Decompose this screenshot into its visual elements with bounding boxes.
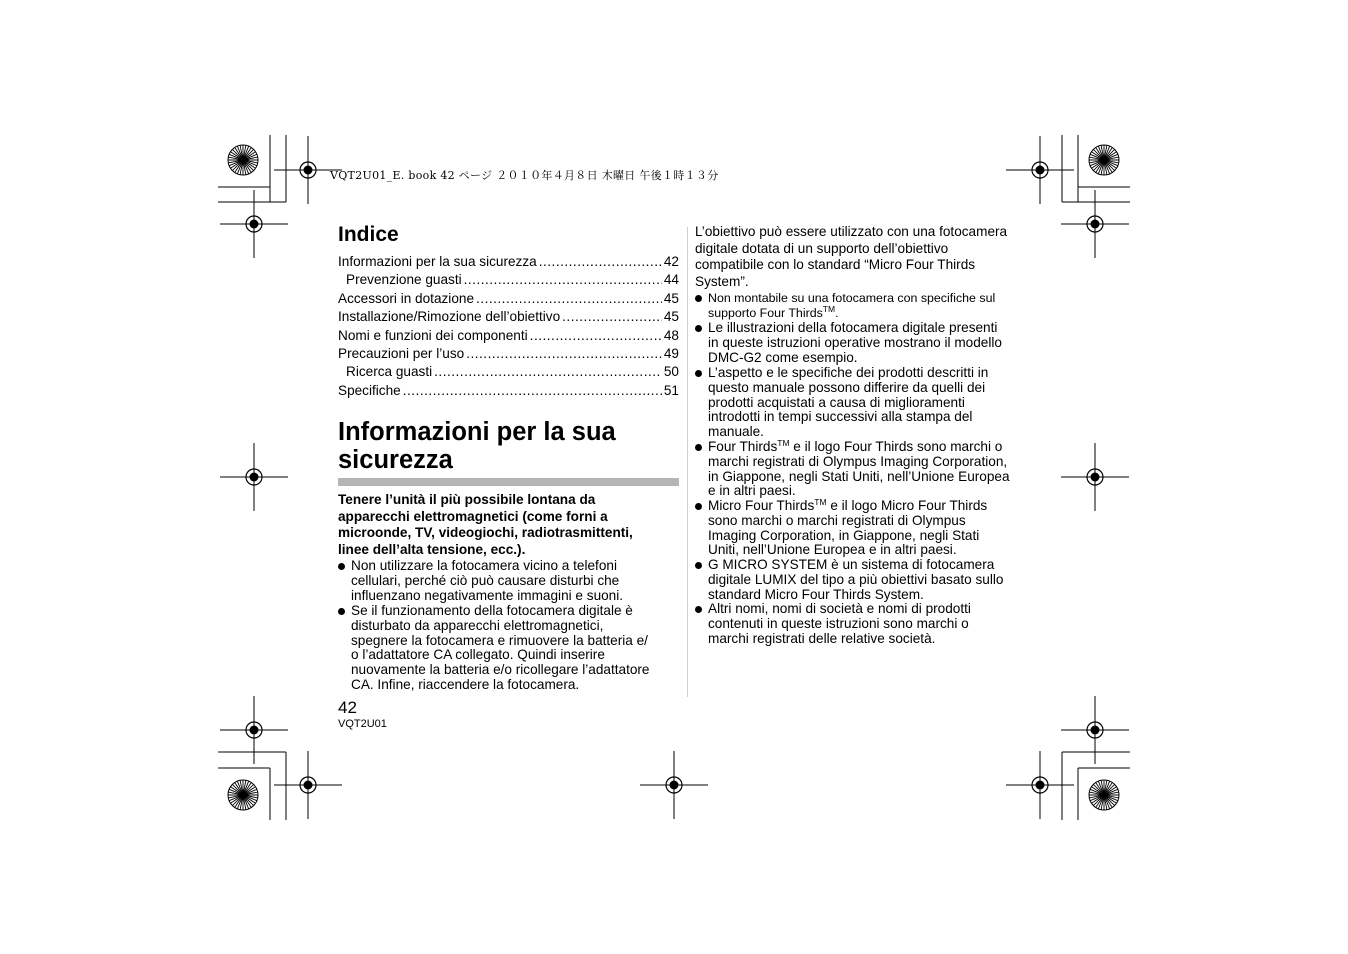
toc-leader [530, 327, 662, 345]
toc-entry-label: Specifiche [338, 382, 401, 398]
toc-entry-label: Ricerca guasti [346, 364, 433, 380]
toc-entry-page: 48 [663, 327, 679, 343]
toc-entry [338, 382, 679, 400]
toc-entry [338, 308, 679, 326]
page-number: 42 [338, 698, 357, 717]
toc-entry [338, 290, 679, 308]
toc-entry-page: 50 [663, 364, 679, 380]
bullet-icon [338, 608, 345, 615]
toc-entry-label: Informazioni per la sua sicurezza [338, 254, 537, 269]
print-header: VQT2U01_E. book 42 ページ ２０１０年４月８日 木曜日 午後１時１３分 [330, 169, 719, 182]
toc-list [338, 253, 679, 400]
toc-leader [403, 382, 662, 400]
bullet-icon [695, 606, 702, 613]
toc-entry [338, 271, 679, 289]
bullet-icon [338, 563, 345, 570]
toc-entry-page: 49 [663, 345, 679, 361]
toc-leader [562, 308, 662, 326]
toc-entry [338, 363, 679, 381]
toc-entry-label: Accessori in dotazione [338, 290, 475, 306]
bullet-icon [695, 295, 702, 302]
intro-paragraph: L’obiettivo può essere utilizzato con una fotocamera digitale dotata di un supporto dell’obiettivo compatibile con lo standard “Micro Four Thirds System”. [695, 224, 1008, 289]
toc-title: Indice [338, 223, 399, 246]
toc-entry [338, 253, 679, 271]
toc-entry-label: Installazione/Rimozione dell’obiettivo [338, 309, 561, 325]
bullet-icon [695, 444, 702, 451]
toc-entry [338, 345, 679, 363]
bullet-icon [695, 503, 702, 510]
toc-section [338, 220, 679, 400]
safety-title: Informazioni per la sua sicurezza [338, 418, 616, 474]
toc-entry-label: Prevenzione guasti [346, 272, 462, 288]
model-code: VQT2U01 [338, 718, 387, 730]
bullet-icon [695, 370, 702, 377]
toc-entry-page: 45 [663, 290, 679, 306]
title-rule [338, 478, 679, 486]
toc-entry-page: 44 [663, 272, 679, 288]
bullet-icon [695, 562, 702, 569]
safety-warning: Tenere l’unità il più possibile lontana da apparecchi elettromagnetici (come forni a microonde, TV, videogiochi, radiotrasmittenti, linee dell’alta tensione, ecc.). [338, 492, 633, 558]
toc-leader [464, 271, 662, 289]
toc-leader [466, 345, 662, 363]
toc-entry-page: 45 [663, 309, 679, 325]
toc-entry-page: 42 [663, 254, 679, 269]
toc-entry-page: 51 [663, 382, 679, 398]
toc-entry [338, 327, 679, 345]
toc-leader [539, 253, 662, 271]
column-divider [687, 227, 688, 697]
toc-entry-label: Nomi e funzioni dei componenti [338, 327, 528, 343]
toc-leader [434, 363, 662, 381]
toc-leader [476, 290, 662, 308]
bullet-icon [695, 325, 702, 332]
toc-entry-label: Precauzioni per l’uso [338, 345, 465, 361]
